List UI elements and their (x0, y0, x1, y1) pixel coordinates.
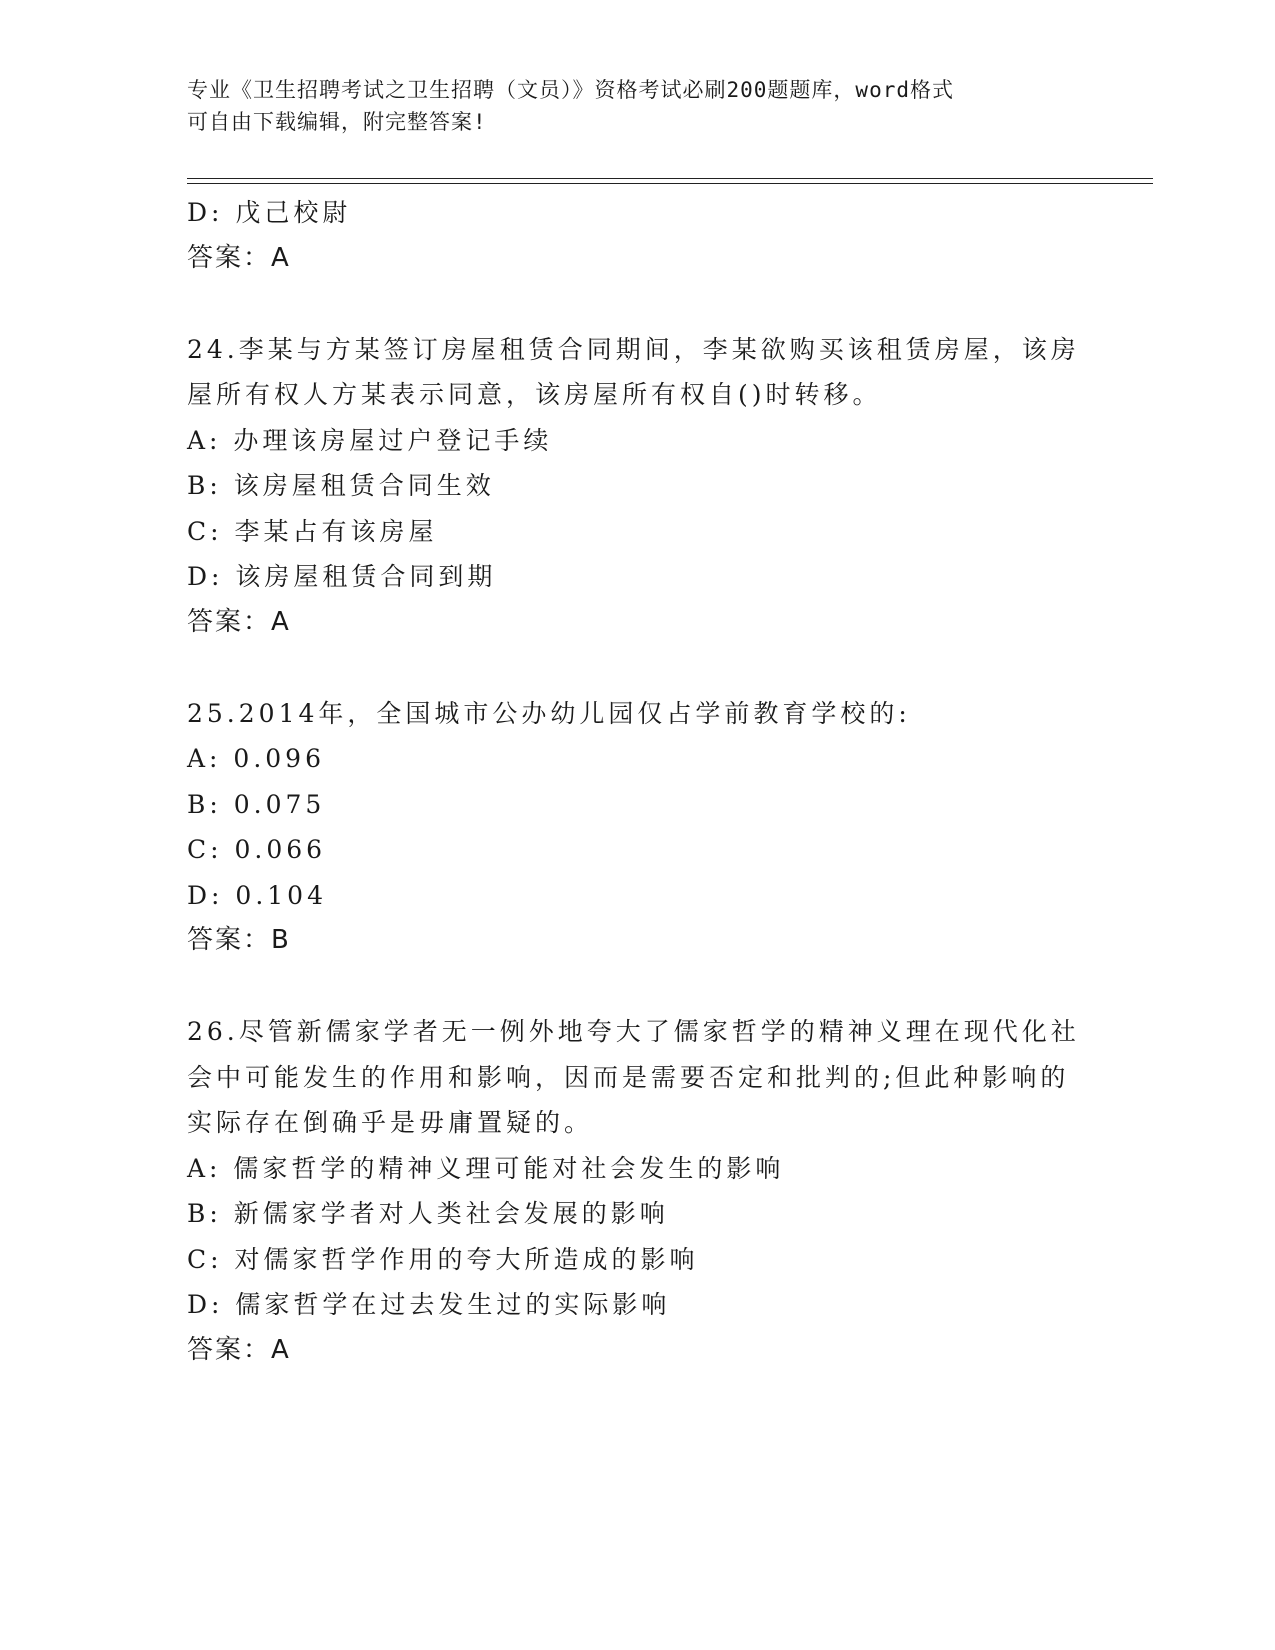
option-a: A: 0.096 (187, 744, 325, 773)
question-25 (187, 691, 1067, 964)
header-divider-bottom (187, 183, 1153, 184)
spacer (187, 645, 1067, 691)
option-a: A: 儒家哲学的精神义理可能对社会发生的影响 (187, 1153, 785, 1183)
answer: 答案：A (187, 242, 291, 273)
option-c: C: 对儒家哲学作用的夸大所造成的影响 (187, 1244, 699, 1274)
question-stem: 会中可能发生的作用和影响，因而是需要否定和批判的;但此种影响的 (187, 1062, 1070, 1092)
question-stem: 屋所有权人方某表示同意，该房屋所有权自()时转移。 (187, 380, 882, 409)
question-prev (187, 190, 1067, 281)
option-b: B: 0.075 (187, 789, 326, 819)
question-stem: 25.2014年，全国城市公办幼儿园仅占学前教育学校的: (187, 698, 911, 728)
document-header (187, 74, 1067, 138)
question-26 (187, 1009, 1080, 1373)
option-d: D: 戊己校尉 (187, 198, 352, 227)
spacer (187, 281, 1067, 327)
question-24 (187, 327, 1080, 646)
option-c: C: 李某占有该房屋 (187, 516, 438, 546)
option-d: D: 儒家哲学在过去发生过的实际影响 (187, 1290, 671, 1319)
header-line-1: 专业《卫生招聘考试之卫生招聘（文员）》资格考试必刷200题题库，word格式 (187, 78, 954, 102)
answer: 答案：A (187, 606, 291, 637)
header-divider-top (187, 178, 1153, 179)
question-stem: 实际存在倒确乎是毋庸置疑的。 (187, 1108, 594, 1137)
spacer (187, 964, 1067, 1010)
question-stem: 26.尽管新儒家学者无一例外地夸大了儒家哲学的精神义理在现代化社 (187, 1017, 1080, 1046)
option-d: D: 该房屋租赁合同到期 (187, 562, 497, 591)
option-c: C: 0.066 (187, 835, 327, 864)
option-d: D: 0.104 (187, 880, 327, 910)
document-body (187, 190, 1080, 1373)
option-b: B: 该房屋租赁合同生效 (187, 471, 495, 500)
option-b: B: 新儒家学者对人类社会发展的影响 (187, 1199, 669, 1228)
answer: 答案：A (187, 1334, 291, 1365)
answer: 答案：B (187, 925, 291, 955)
option-a: A: 办理该房屋过户登记手续 (187, 425, 553, 455)
header-line-2: 可自由下载编辑，附完整答案! (187, 110, 487, 134)
question-stem: 24.李某与方某签订房屋租赁合同期间，李某欲购买该租赁房屋，该房 (187, 334, 1080, 364)
